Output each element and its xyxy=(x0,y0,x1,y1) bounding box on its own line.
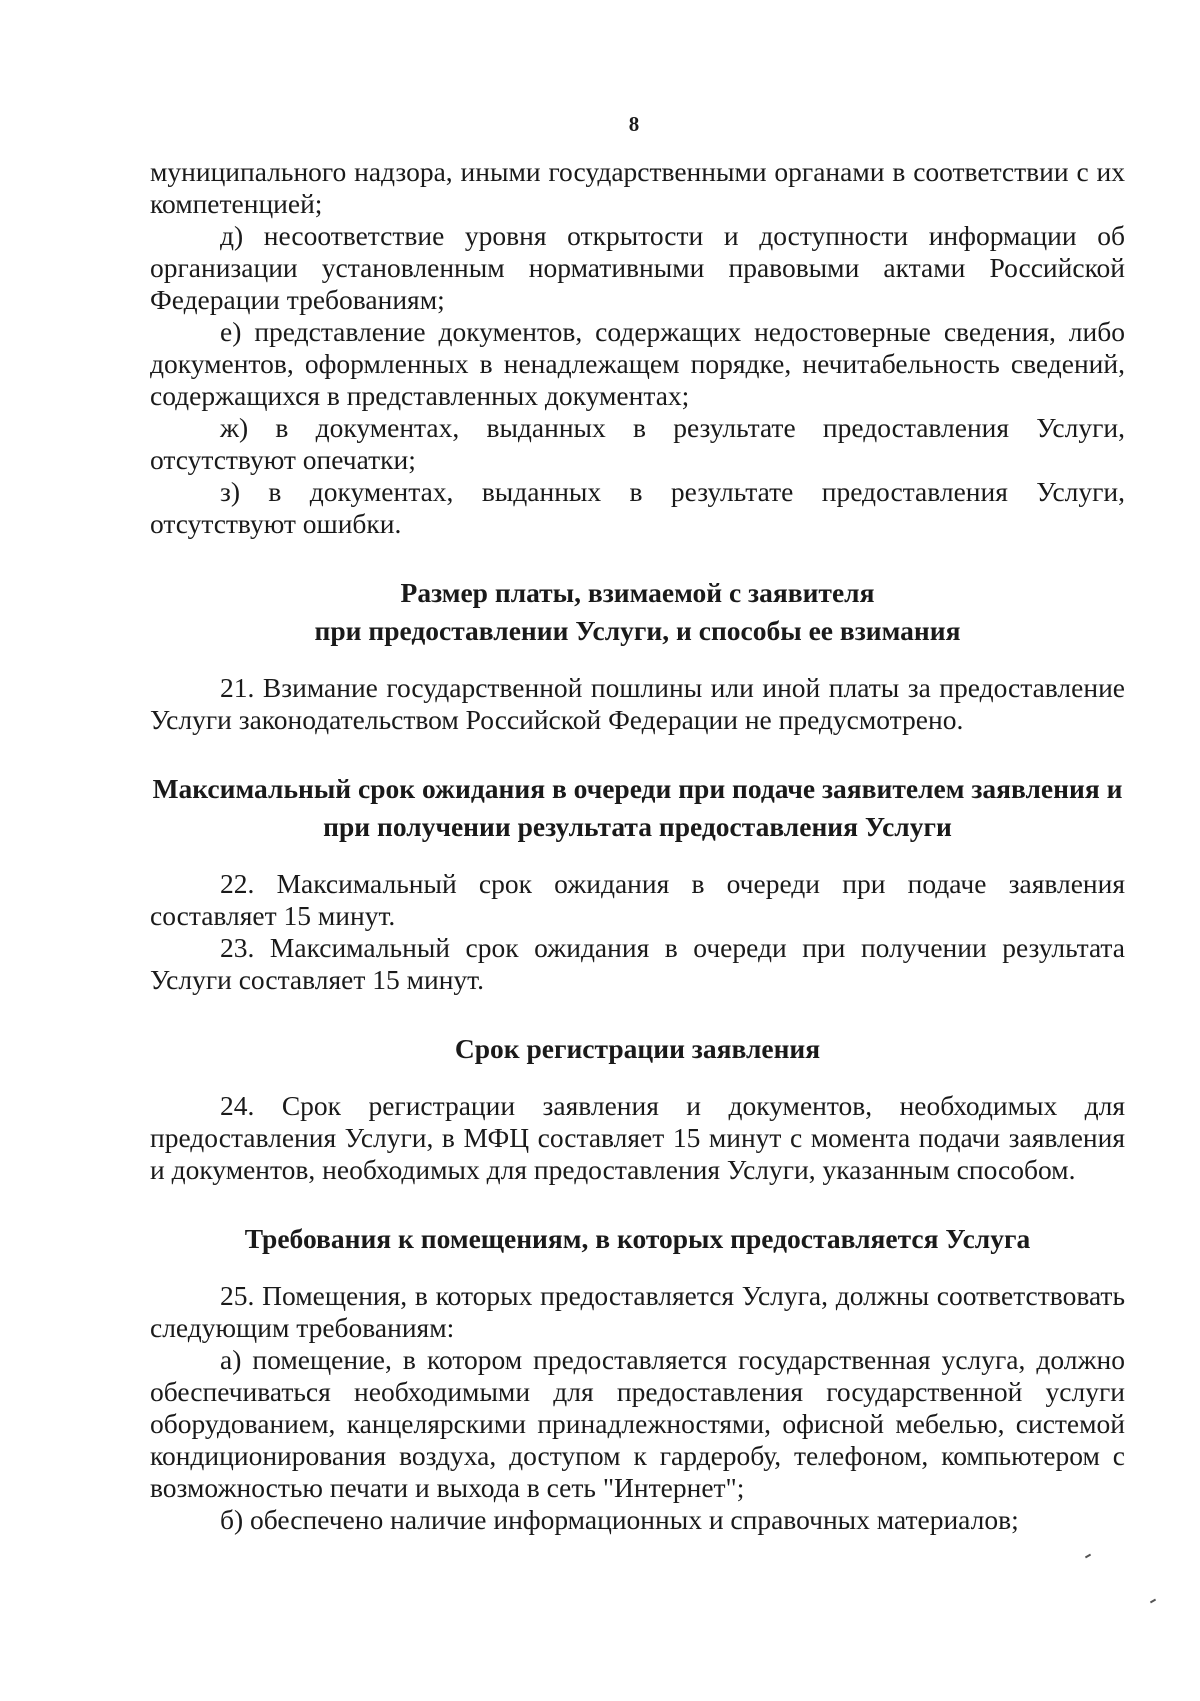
paragraph-25: 25. Помещения, в которых предоставляется Услуга, должны соответствовать следующим требованиям: xyxy=(150,1280,1125,1343)
section-heading-fee-line2: при предоставлении Услуги, и способы ее взимания xyxy=(314,615,961,646)
section-registration xyxy=(150,1030,1125,1186)
list-item-z: з) в документах, выданных в результате предоставления Услуги, отсутствуют ошибки. xyxy=(150,476,1125,539)
paragraph-23: 23. Максимальный срок ожидания в очереди при получении результата Услуги составляет 15 минут. xyxy=(150,932,1125,995)
list-item-e: е) представление документов, содержащих недостоверные сведения, либо документов, оформленных в ненадлежащем порядке, нечитабельность сведений, содержащихся в представленных документах; xyxy=(150,316,1125,411)
page-number: 8 xyxy=(628,112,640,136)
section-heading-queue-line2: при получении результата предоставления Услуги xyxy=(323,811,952,842)
paragraph-intro-tail: муниципального надзора, иными государственными органами в соответствии с их компетенцией; xyxy=(150,156,1125,219)
list-item-b: б) обеспечено наличие информационных и справочных материалов; xyxy=(220,1504,1019,1535)
scan-speck xyxy=(1085,1554,1091,1559)
document-body xyxy=(150,156,1125,1536)
paragraph-24: 24. Срок регистрации заявления и документов, необходимых для предоставления Услуги, в МФЦ составляет 15 минут с момента подачи заявления и документов, необходимых для предоставления Услуги, указанным способом. xyxy=(150,1090,1125,1185)
section-fee xyxy=(150,574,1125,736)
list-item-d: д) несоответствие уровня открытости и доступности информации об организации установленным нормативными правовыми актами Российской Федерации требованиям; xyxy=(150,220,1125,315)
scan-speck xyxy=(1150,1599,1156,1604)
list-item-zh: ж) в документах, выданных в результате предоставления Услуги, отсутствуют опечатки; xyxy=(150,412,1125,475)
section-queue xyxy=(150,770,1125,996)
section-premises xyxy=(150,1220,1125,1536)
paragraph-21: 21. Взимание государственной пошлины или иной платы за предоставление Услуги законодательством Российской Федерации не предусмотрено. xyxy=(150,672,1125,735)
section-heading-registration: Срок регистрации заявления xyxy=(454,1033,821,1064)
section-heading-fee-line1: Размер платы, взимаемой с заявителя xyxy=(400,577,875,608)
list-item-a: а) помещение, в котором предоставляется государственная услуга, должно обеспечиваться необходимыми для предоставления государственной услуги оборудованием, канцелярскими принадлежностями, офисной мебелью, системой кондиционирования воздуха, доступом к гардеробу, телефоном, компьютером с возможностью печати и выхода в сеть "Интернет"; xyxy=(150,1344,1125,1503)
section-heading-queue-line1: Максимальный срок ожидания в очереди при подаче заявителем заявления и xyxy=(152,773,1123,804)
paragraph-22: 22. Максимальный срок ожидания в очереди при подаче заявления составляет 15 минут. xyxy=(150,868,1125,931)
section-heading-premises: Требования к помещениям, в которых предоставляется Услуга xyxy=(244,1223,1031,1254)
